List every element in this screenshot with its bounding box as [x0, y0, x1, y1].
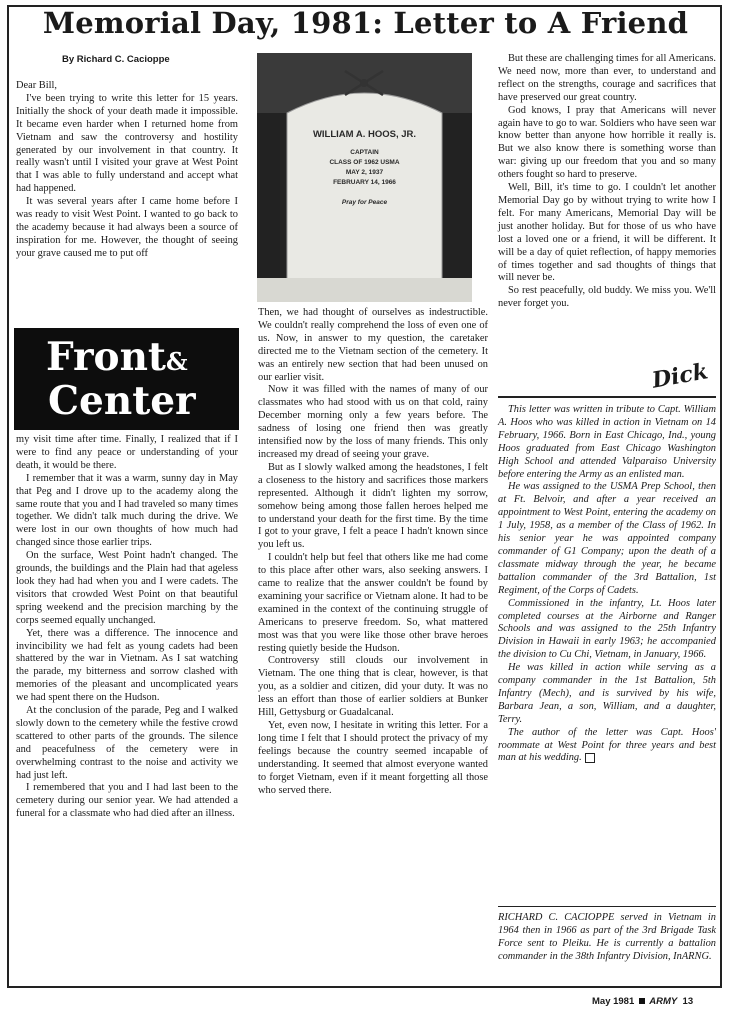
tribute-paragraph: He was assigned to the USMA Prep School, then at Ft. Belvoir, and after a year received an appointment to West Point, entering the academy on 1 July, 1958, as a member of the Class of 1962. In his senior year he was appointed company commander of G1 Company; upon the death of a classmate midway through the year, he became battalion commander of the 3rd Battalion, 1st Regiment, of the Corps of Cadets. — [498, 481, 716, 596]
paragraph: But as I slowly walked among the headstones, I felt a closeness to the history and sacrifices those markers represented. Although it didn't lighten my sorrow, somehow being among those fallen heroes helped me to understand your death for the first time. By the time I got to your grave, I felt a peace I hadn't known since you left us. — [258, 461, 488, 551]
paragraph: my visit time after time. Finally, I realized that if I were to find any peace or understanding of your death, it would be there. — [16, 434, 238, 471]
divider — [498, 396, 716, 398]
column-2 — [258, 307, 488, 797]
column-3-letter — [498, 53, 716, 311]
logo-ampersand: & — [165, 347, 188, 376]
paragraph: I've been trying to write this letter for 15 years. Initially the shock of your death made it impossible. It became even harder when I returned home from Vietnam and saw the controversy and hostility generated by our involvement in that country. It really wasn't until I visited your grave at West Point that I was able to fully understand and accept what had happened. — [16, 92, 238, 195]
end-mark-icon — [585, 753, 595, 763]
paragraph: Controversy still clouds our involvement in Vietnam. The one thing that is clear, however, is that you, as a soldier and citizen, did your duty. It was no less an effort than those of earlier soldiers at Bunker Hill, Gettysburg or Guadalcanal. — [258, 655, 488, 719]
column-1-top — [16, 80, 238, 261]
author-bio — [498, 912, 716, 964]
paragraph: I couldn't help but feel that others like me had come to this place after other wars, also seeking answers. I came to realize that the answer couldn't be found by examining your sacrifice or Vietnam alone. It had to be examined in the context of the continuing struggle of Americans to preserve freedom. So, what mattered most was that you were like those other brave heroes resting quietly beside the Hudson. — [258, 552, 488, 654]
paragraph: But these are challenging times for all Americans. We need now, more than ever, to understand and reflect on the strengths, courage and sacrifices that have preserved our great country. — [498, 53, 716, 103]
paragraph: God knows, I pray that Americans will never again have to go to war. Soldiers who have seen war know better than anyone how horrible it really is. But we also know there is something worse than war: giving up our freedom that you and so many others fought so hard to preserve. — [498, 104, 716, 181]
paragraph: So rest peacefully, old buddy. We miss you. We'll never forget you. — [498, 285, 716, 310]
paragraph: Yet, there was a difference. The innocence and invincibility we had felt as young cadets had been shattered by the war in Vietnam. As I sat watching the parade, my bitterness and sorrow clashed with memories of the pleasant and uncomplicated years we had spent there on the Hudson. — [16, 627, 238, 704]
salutation: Dear Bill, — [16, 80, 57, 91]
bio-paragraph: RICHARD C. CACIOPPE served in Vietnam in 1964 then in 1966 as part of the 3rd Brigade Task Force sent to Pleiku. He is currently a battalion commander in the 38th Infantry Division, InARNG. — [498, 912, 716, 962]
paragraph: Well, Bill, it's time to go. I couldn't let another Memorial Day go by without trying to write how I felt. For many Americans, Memorial Day will be just another holiday. But for those of us who have lost a loved one or a friend, it will be different. It will be a day of quiet reflection, of happy memories of times together and sad thoughts of things that will never be. — [498, 182, 716, 284]
page-footer — [592, 996, 693, 1007]
paragraph: I remember that it was a warm, sunny day in May that Peg and I drove up to the academy along the same route that you and I had traveled so many times together. We didn't talk much during the drive. We were lost in our own thoughts of how much had changed since those earlier trips. — [16, 472, 238, 549]
logo-word: Front — [46, 334, 166, 380]
byline: By Richard C. Cacioppe — [62, 54, 170, 65]
headline: Memorial Day, 1981: Letter to A Friend — [42, 6, 689, 40]
tribute-paragraph: Commissioned in the infantry, Lt. Hoos later completed courses at the Airborne and Ranger Schools and was assigned to the 25th Infantry Division in Hawaii in early 1963; he accompanied the division to Cu Chi, Vietnam, in January, 1966. — [498, 597, 716, 661]
page-number: 13 — [682, 996, 694, 1007]
logo-word: Center — [48, 378, 196, 424]
headstone-line: Pray for Peace — [341, 199, 388, 206]
front-and-center-logo — [14, 328, 239, 430]
paragraph: It was several years after I came home before I was ready to visit West Point. I wanted to go back to the academy because it had always been a source of inspiration for me. However, the thought of seeing your grave caused me to put off — [16, 196, 238, 259]
paragraph: Yet, even now, I hesitate in writing this letter. For a long time I felt that I should protect the privacy of my feelings because the country seemed incapable of understanding. It seemed that almost everyone wanted to forget Vietnam, even if it meant forgetting all those who served there. — [258, 720, 488, 796]
headstone-line: FEBRUARY 14, 1966 — [333, 179, 396, 186]
headstone-line: CAPTAIN — [350, 149, 379, 156]
paragraph: At the conclusion of the parade, Peg and I walked slowly down to the cemetery while the festive crowd scattered to other parts of the grounds. The silence and peacefulness of the cemetery were in overwhelming contrast to the noise and activity we had just left. — [16, 705, 238, 781]
paragraph: I remembered that you and I had last been to the cemetery during our senior year. We had attended a funeral for a classmate who had died after an illness. — [16, 782, 238, 820]
divider — [498, 906, 716, 907]
headstone-name: WILLIAM A. HOOS, JR. — [312, 129, 417, 140]
tribute-paragraph: The author of the letter was Capt. Hoos' roommate at West Point for three years and best man at his wedding. — [498, 726, 716, 764]
paragraph: On the surface, West Point hadn't changed. The grounds, the buildings and the Plain had that ageless look they had had when you and I were cadets. The visitors that crowded West Point on that beautiful spring weekend and the precision marching by the corps seemed equally unchanged. — [16, 550, 238, 626]
footer-magazine: ARMY — [649, 996, 678, 1007]
column-3-tribute — [498, 404, 716, 765]
headstone-photo — [257, 53, 472, 302]
paragraph: Now it was filled with the names of many of our classmates who had stood with us on that cold, rainy December morning only a few years before. The sadness of losing one friend then was greatly intensified now by the loss of many friends. This only increased my dread of seeing your grave. — [258, 384, 488, 460]
footer-date: May 1981 — [592, 996, 635, 1007]
column-1-bottom — [16, 434, 238, 821]
headstone-line: MAY 2, 1937 — [345, 169, 384, 176]
paragraph: Then, we had thought of ourselves as indestructible. We couldn't really comprehend the loss of even one of us. Now, in answer to my question, the caretaker directed me to the Vietnam section of the cemetery. It was an entirely new section that had been unused on our earlier visit. — [258, 307, 488, 383]
tribute-paragraph: This letter was written in tribute to Capt. William A. Hoos who was killed in action in Vietnam on 14 February, 1966. Born in East Chicago, Ind., young Hoos graduated from East Chicago Washington High School and attended Valparaiso University before entering the Army as an enlisted man. — [498, 404, 716, 480]
signature: Dick — [650, 358, 710, 394]
headstone-image — [257, 53, 472, 302]
tribute-paragraph: He was killed in action while serving as a company commander in the 1st Battalion, 5th Infantry (Mech), and is survived by his wife, Barbara Jean, a son, William, and a daughter, Terry. — [498, 662, 716, 725]
square-bullet-icon — [639, 998, 645, 1004]
headstone-line: CLASS OF 1962 USMA — [329, 159, 400, 166]
